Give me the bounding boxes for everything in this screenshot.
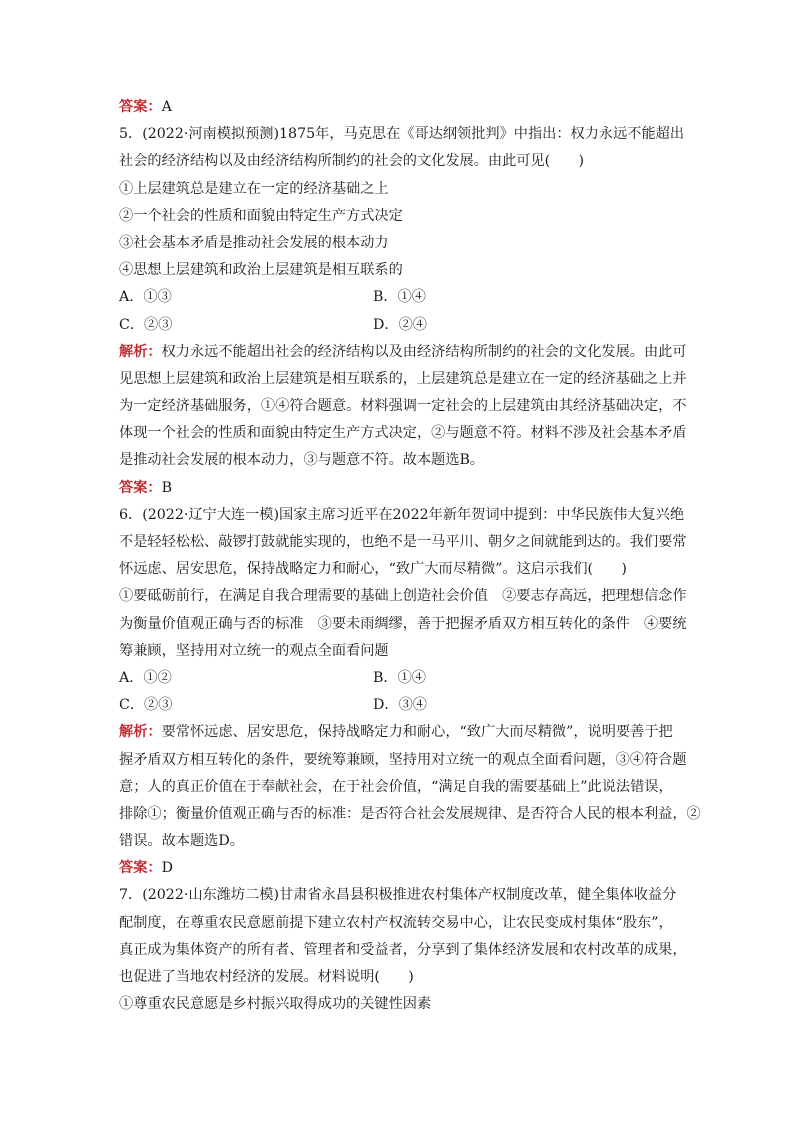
q7-stem-line: 真正成为集体资产的所有者、管理者和受益者，分享到了集体经济发展和农村改革的成果， — [119, 941, 687, 958]
q6-options-row — [119, 692, 697, 719]
q6-stem-line: 怀远虑、居安思危，保持战略定力和耐心，“致广大而尽精微”。这启示我们( ) — [119, 561, 627, 578]
q5-statement: ③社会基本矛盾是推动社会发展的根本动力 — [119, 234, 389, 251]
q5-options-row — [119, 284, 697, 311]
q5-option-a: A．①③ — [119, 289, 172, 306]
q6-option-c: C．②③ — [119, 697, 173, 714]
q6-statement: 筹兼顾，坚持用对立统一的观点全面看问题 — [119, 642, 389, 659]
document-page — [119, 94, 701, 1018]
q6-option-b: B．①④ — [373, 669, 426, 686]
q7-statement: ①尊重农民意愿是乡村振兴取得成功的关键性因素 — [119, 996, 432, 1013]
q5-statement: ①上层建筑总是建立在一定的经济基础之上 — [119, 180, 389, 197]
q6-statement: ①要砥砺前行，在满足自我合理需要的基础上创造社会价值 ②要志存高远，把理想信念作 — [119, 588, 687, 605]
answer-label: 答案： — [119, 479, 162, 496]
q6-option-a: A．①② — [119, 669, 172, 686]
q7-stem-line: 也促进了当地农村经济的发展。材料说明( ) — [119, 969, 414, 985]
q6-option-d: D．③④ — [373, 697, 427, 714]
q5-option-c: C．②③ — [119, 316, 173, 333]
q5-answer — [119, 475, 697, 502]
q6-analysis-line: 意；人的真正价值在于奉献社会，在于社会价值，“满足自我的需要基础上”此说法错误， — [119, 778, 673, 795]
analysis-text: 权力永远不能超出社会的经济结构以及由经济结构所制约的社会的文化发展。由此可 — [161, 343, 687, 360]
q5-analysis-line — [119, 339, 697, 366]
analysis-label: 解析： — [119, 724, 162, 741]
q4-answer — [119, 94, 697, 121]
q6-analysis-line — [119, 719, 697, 746]
q6-stem-line: 不是轻轻松松、敲锣打鼓就能实现的，也绝不是一马平川、朝夕之间就能到达的。我们要常 — [119, 534, 687, 550]
q5-analysis-line: 是推动社会发展的根本动力，③与题意不符。故本题选B。 — [119, 452, 485, 469]
q6-analysis-line: 排除①；衡量价值观正确与否的标准：是否符合社会发展规律、是否符合人民的根本利益，② — [119, 805, 701, 822]
q6-options-row — [119, 665, 697, 692]
q6-analysis-line: 错误。故本题选D。 — [119, 833, 244, 850]
answer-label: 答案： — [119, 99, 162, 115]
q7-stem-line: 7．(2022·山东潍坊二模)甘肃省永昌县积极推进农村集体产权制度改革，健全集体收益分 — [119, 887, 677, 904]
q6-statement: 为衡量价值观正确与否的标准 ③要未雨绸缪，善于把握矛盾双方相互转化的条件 ④要统 — [119, 615, 687, 632]
q5-stem-line: 5．(2022·河南模拟预测)1875年，马克思在《哥达纲领批判》中指出：权力永远不能超出 — [119, 126, 685, 143]
q5-option-b: B．①④ — [373, 289, 426, 306]
q5-option-d: D．②④ — [373, 316, 427, 333]
q7-stem-line: 配制度，在尊重农民意愿前提下建立农村产权流转交易中心，让农民变成村集体“股东”， — [119, 914, 673, 931]
q5-statement: ②一个社会的性质和面貌由特定生产方式决定 — [119, 207, 403, 224]
answer-value: B — [161, 479, 173, 496]
q6-analysis-line: 握矛盾双方相互转化的条件，要统筹兼顾，坚持用对立统一的观点全面看问题，③④符合题 — [119, 751, 687, 768]
q5-analysis-line: 体现一个社会的性质和面貌由特定生产方式决定，②与题意不符。材料不涉及社会基本矛盾 — [119, 425, 687, 442]
answer-label: 答案： — [119, 860, 162, 877]
q5-analysis-line: 见思想上层建筑和政治上层建筑是相互联系的，上层建筑总是建立在一定的经济基础之上并 — [119, 370, 687, 387]
q5-options-row — [119, 312, 697, 339]
answer-value: D — [161, 860, 173, 877]
q6-stem-line: 6．(2022·辽宁大连一模)国家主席习近平在2022年新年贺词中提到：中华民族伟大复兴绝 — [119, 506, 685, 523]
analysis-label: 解析： — [119, 343, 162, 360]
answer-value: A — [161, 99, 172, 115]
q5-analysis-line: 为一定经济基础服务，①④符合题意。材料强调一定社会的上层建筑由其经济基础决定，不 — [119, 398, 687, 415]
analysis-text: 要常怀远虑、居安思危，保持战略定力和耐心，“致广大而尽精微”，说明要善于把 — [161, 724, 673, 741]
q5-stem-line: 社会的经济结构以及由经济结构所制约的社会的文化发展。由此可见( ) — [119, 153, 585, 170]
q6-answer — [119, 855, 697, 882]
q5-statement: ④思想上层建筑和政治上层建筑是相互联系的 — [119, 262, 403, 279]
